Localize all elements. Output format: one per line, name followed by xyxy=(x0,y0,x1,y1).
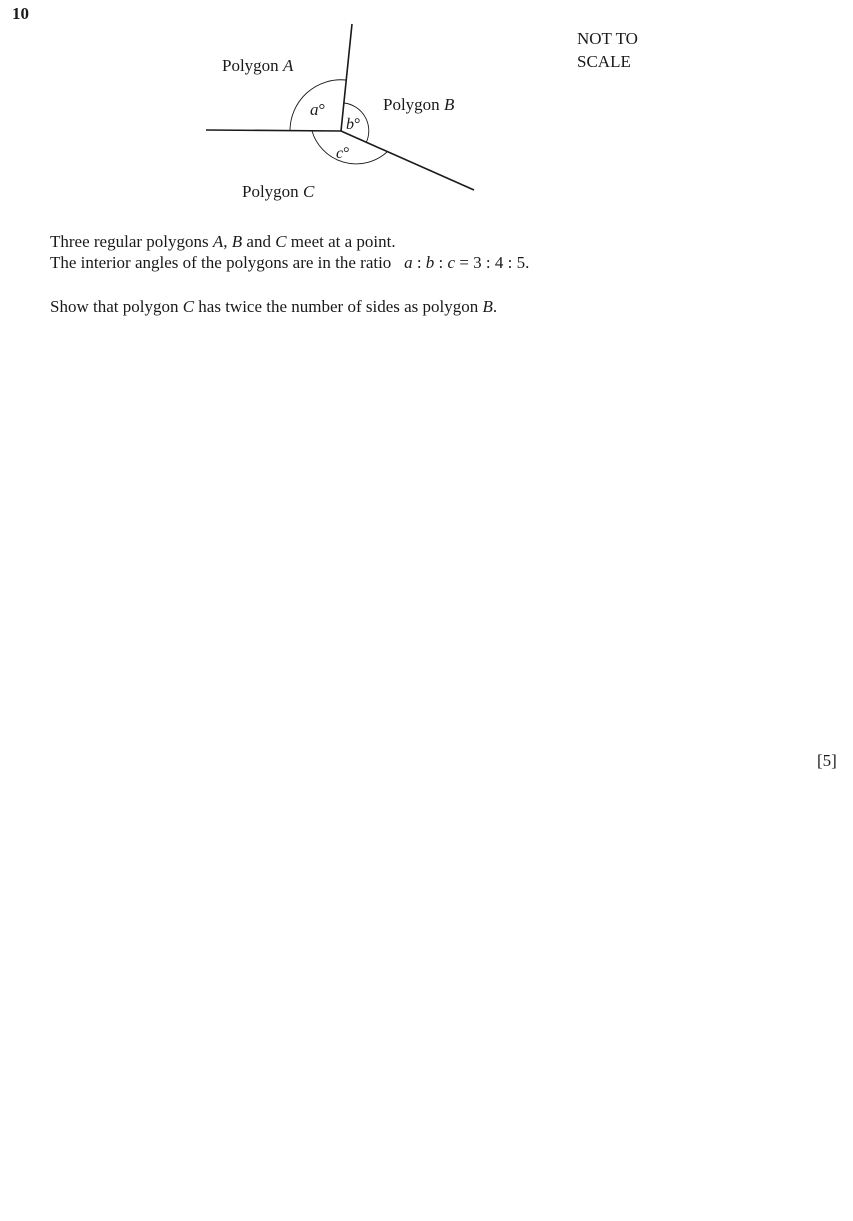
label-angle-b: b° xyxy=(346,116,361,133)
ray-down-right xyxy=(341,131,474,190)
marks-available: [5] xyxy=(817,751,837,770)
not-to-scale-note xyxy=(577,27,638,73)
note-line-2: SCALE xyxy=(577,52,631,71)
polygon-diagram xyxy=(0,0,853,240)
label-polygon-b: Polygon B xyxy=(383,95,455,114)
question-number: 10 xyxy=(12,4,29,23)
question-text-line-1: Three regular polygons A, B and C meet at a point. xyxy=(50,232,396,251)
label-angle-a: a° xyxy=(310,100,326,119)
question-instruction: Show that polygon C has twice the number of sides as polygon B. xyxy=(50,297,498,316)
ray-up xyxy=(341,24,352,131)
label-polygon-c: Polygon C xyxy=(242,182,315,201)
ray-left xyxy=(206,130,341,131)
label-polygon-a: Polygon A xyxy=(222,56,294,75)
question-text-line-2: The interior angles of the polygons are in the ratio a : b : c = 3 : 4 : 5. xyxy=(50,253,530,272)
note-line-1: NOT TO xyxy=(577,29,638,48)
label-angle-c: c° xyxy=(336,145,350,162)
